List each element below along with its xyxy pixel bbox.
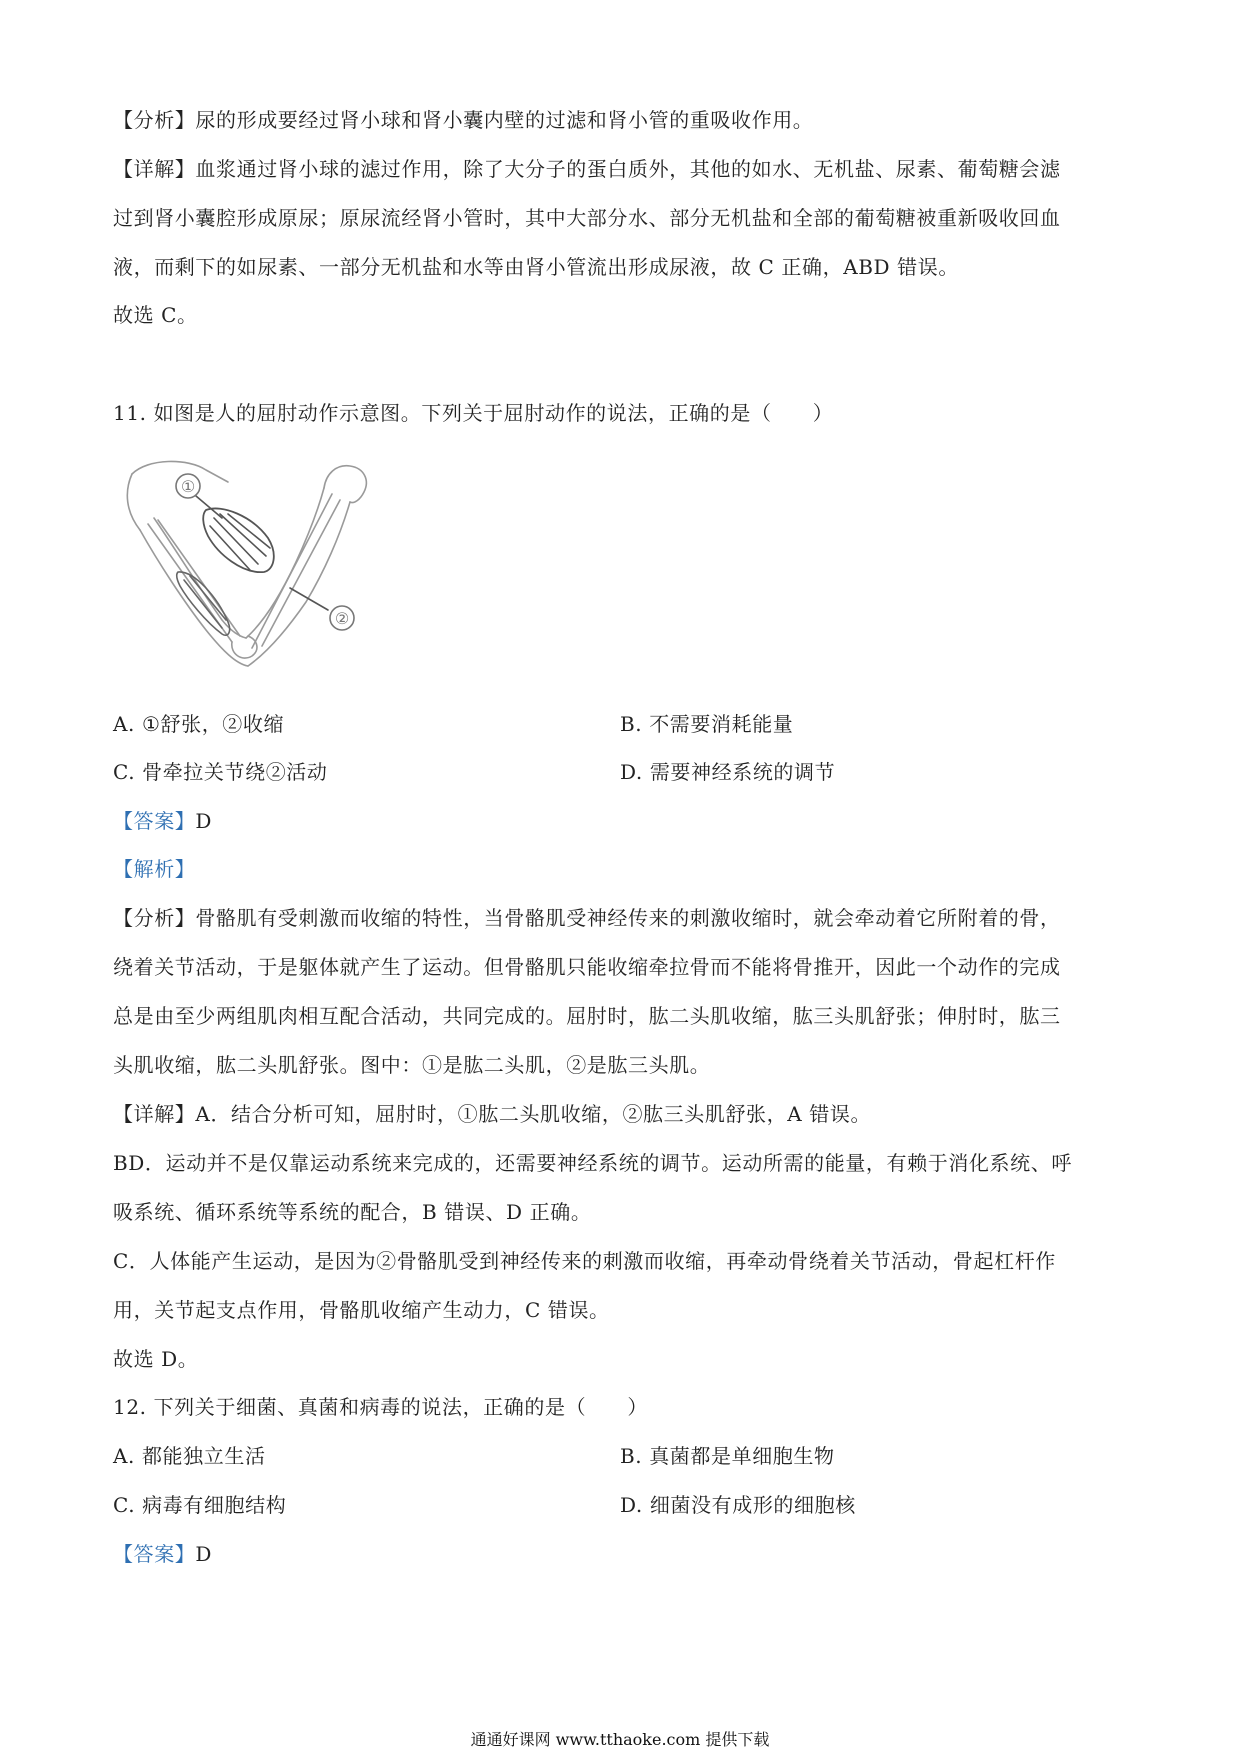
q11-detail-label: 【详解】 bbox=[113, 1102, 196, 1126]
radius-bone bbox=[252, 494, 332, 648]
q10-detail-line-3: 液，而剩下的如尿素、一部分无机盐和水等由肾小管流出形成尿液，故 C 正确，ABD 错误。 bbox=[113, 255, 959, 279]
figure-label-2: ② bbox=[334, 609, 350, 628]
q11-option-c: C. 骨牵拉关节绕②活动 bbox=[113, 760, 328, 784]
q11-detail-bd-line-1: BD．运动并不是仅靠运动系统来完成的，还需要神经系统的调节。运动所需的能量，有赖于消化系统、呼 bbox=[113, 1151, 1072, 1175]
q11-detail-c-line-1: C．人体能产生运动，是因为②骨骼肌受到神经传来的刺激而收缩，再牵动骨绕着关节活动，骨起杠杆作 bbox=[113, 1249, 1056, 1273]
humerus-bone-2 bbox=[158, 520, 240, 636]
label-2-leader bbox=[290, 588, 328, 610]
q12-option-c: C. 病毒有细胞结构 bbox=[113, 1493, 287, 1517]
q11-answer-value: D bbox=[195, 809, 213, 833]
arm-flexion-drawing bbox=[118, 452, 406, 676]
q11-choose: 故选 D。 bbox=[113, 1347, 199, 1371]
q10-detail-line-1: 【详解】血浆通过肾小球的滤过作用，除了大分子的蛋白质外，其他的如水、无机盐、尿素、葡萄糖会滤 bbox=[113, 157, 1061, 181]
q12-stem: 12. 下列关于细菌、真菌和病毒的说法，正确的是（ ） bbox=[113, 1395, 648, 1419]
label-1-leader bbox=[196, 496, 222, 518]
q12-answer bbox=[113, 1542, 212, 1566]
shoulder-back bbox=[127, 474, 140, 530]
ulna-bone bbox=[262, 500, 340, 646]
q11-option-d: D. 需要神经系统的调节 bbox=[620, 760, 836, 784]
q11-stem: 11. 如图是人的屈肘动作示意图。下列关于屈肘动作的说法，正确的是（ ） bbox=[113, 401, 834, 425]
q10-choose: 故选 C。 bbox=[113, 303, 198, 327]
q11-analysis-line-3: 总是由至少两组肌肉相互配合活动，共同完成的。屈肘时，肱二头肌收缩，肱三头肌舒张；伸肘时，肱三 bbox=[113, 1004, 1061, 1028]
q12-option-b: B. 真菌都是单细胞生物 bbox=[620, 1444, 835, 1468]
page-footer: 通通好课网 www.tthaoke.com 提供下载 bbox=[470, 1730, 770, 1749]
q11-analysis-line-4: 头肌收缩，肱二头肌舒张。图中：①是肱二头肌，②是肱三头肌。 bbox=[113, 1053, 711, 1077]
q12-option-d: D. 细菌没有成形的细胞核 bbox=[620, 1493, 856, 1517]
q11-option-a: A. ①舒张，②收缩 bbox=[113, 712, 285, 736]
q11-answer-label: 【答案】 bbox=[113, 809, 196, 833]
q12-answer-label: 【答案】 bbox=[113, 1542, 196, 1566]
q11-analysis-label: 【分析】 bbox=[113, 906, 196, 930]
q11-answer bbox=[113, 809, 212, 833]
q11-detail-bd-line-2: 吸系统、循环系统等系统的配合，B 错误、D 正确。 bbox=[113, 1200, 592, 1224]
q11-option-b: B. 不需要消耗能量 bbox=[620, 712, 794, 736]
q10-detail-line-2: 过到肾小囊腔形成原尿；原尿流经肾小管时，其中大部分水、部分无机盐和全部的葡萄糖被重新吸收回血 bbox=[113, 206, 1061, 230]
q11-analysis-line-2: 绕着关节活动，于是躯体就产生了运动。但骨骼肌只能收缩牵拉骨而不能将骨推开，因此一个动作的完成 bbox=[113, 955, 1061, 979]
q12-answer-value: D bbox=[195, 1542, 213, 1566]
forearm-back bbox=[248, 502, 350, 666]
q11-explain-label: 【解析】 bbox=[113, 857, 196, 881]
q10-detail-label: 【详解】 bbox=[113, 157, 196, 181]
figure-label-1: ① bbox=[180, 477, 196, 496]
q10-analysis: 【分析】尿的形成要经过肾小球和肾小囊内壁的过滤和肾小管的重吸收作用。 bbox=[113, 108, 814, 132]
arm-flexion-figure bbox=[118, 452, 406, 676]
q10-analysis-label: 【分析】 bbox=[113, 108, 196, 132]
q11-analysis-line-1: 【分析】骨骼肌有受刺激而收缩的特性，当骨骼肌受神经传来的刺激收缩时，就会牵动着它所附着的骨， bbox=[113, 906, 1061, 930]
q11-detail-c-line-2: 用，关节起支点作用，骨骼肌收缩产生动力，C 错误。 bbox=[113, 1298, 610, 1322]
q12-option-a: A. 都能独立生活 bbox=[113, 1444, 266, 1468]
q11-detail-a: 【详解】A．结合分析可知，屈肘时，①肱二头肌收缩，②肱三头肌舒张，A 错误。 bbox=[113, 1102, 872, 1126]
